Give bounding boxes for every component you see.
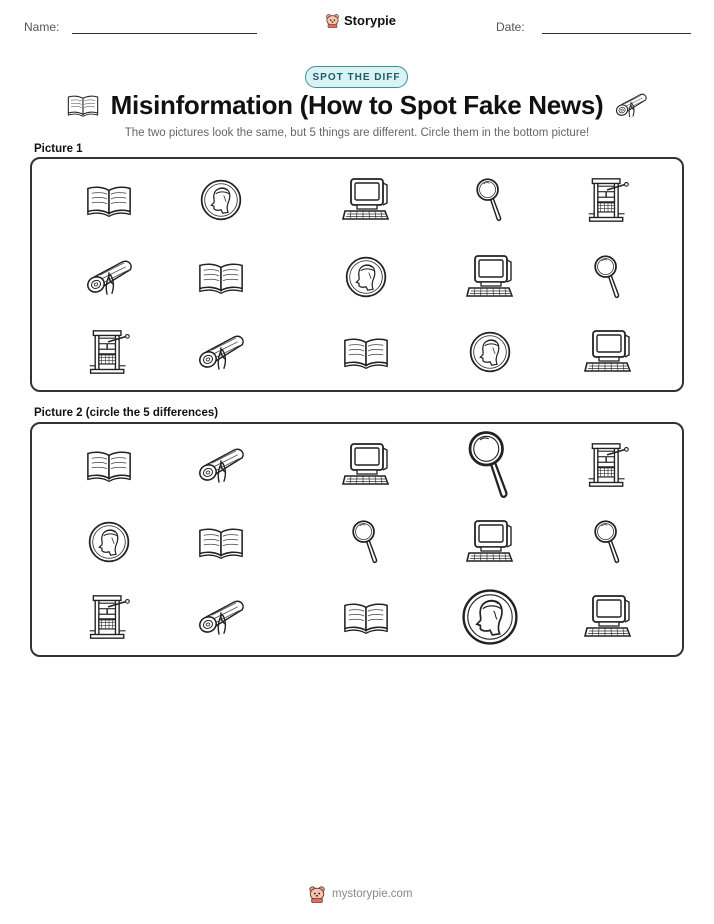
magnifier-icon[interactable] (465, 425, 515, 505)
mascot-icon (325, 13, 340, 28)
computer-icon[interactable] (583, 327, 633, 377)
printing-press-icon[interactable] (86, 328, 132, 376)
scroll-icon (613, 91, 649, 119)
date-line[interactable] (542, 33, 691, 34)
coin-icon[interactable] (460, 587, 520, 647)
coin-icon[interactable] (87, 520, 131, 564)
spot-the-diff-badge: SPOT THE DIFF (305, 66, 408, 88)
picture-1-panel[interactable] (30, 157, 684, 392)
scroll-icon[interactable] (195, 444, 247, 486)
brand-name: Storypie (344, 13, 397, 28)
magnifier-icon[interactable] (592, 516, 624, 568)
instructions: The two pictures look the same, but 5 things are different. Circle them in the bottom picture! (124, 127, 590, 139)
mascot-icon (308, 885, 326, 903)
magnifier-icon[interactable] (474, 174, 506, 226)
coin-icon[interactable] (468, 330, 512, 374)
printing-press-icon[interactable] (585, 176, 631, 224)
picture-1-label: Picture 1 (34, 143, 83, 155)
book-icon[interactable] (342, 334, 390, 370)
page-title: Misinformation (How to Spot Fake News) (110, 90, 604, 120)
computer-icon[interactable] (341, 175, 391, 225)
name-label: Name: (24, 20, 60, 34)
computer-icon[interactable] (465, 252, 515, 302)
book-icon[interactable] (197, 524, 245, 560)
scroll-icon[interactable] (195, 596, 247, 638)
scroll-icon[interactable] (195, 331, 247, 373)
computer-icon[interactable] (465, 517, 515, 567)
coin-icon[interactable] (344, 255, 388, 299)
magnifier-icon[interactable] (592, 251, 624, 303)
book-icon[interactable] (342, 599, 390, 635)
computer-icon[interactable] (341, 440, 391, 490)
scroll-icon[interactable] (83, 256, 135, 298)
date-label: Date: (496, 20, 525, 34)
magnifier-icon[interactable] (350, 516, 382, 568)
printing-press-icon[interactable] (585, 441, 631, 489)
footer-url[interactable]: mystorypie.com (332, 888, 413, 900)
coin-icon[interactable] (199, 178, 243, 222)
book-icon[interactable] (85, 447, 133, 483)
book-icon[interactable] (197, 259, 245, 295)
picture-2-panel[interactable] (30, 422, 684, 657)
picture-2-label: Picture 2 (circle the 5 differences) (34, 407, 219, 419)
name-line[interactable] (72, 33, 257, 34)
book-icon[interactable] (85, 182, 133, 218)
printing-press-icon[interactable] (86, 593, 132, 641)
brand-logo (325, 13, 396, 28)
footer (308, 885, 413, 903)
computer-icon[interactable] (583, 592, 633, 642)
